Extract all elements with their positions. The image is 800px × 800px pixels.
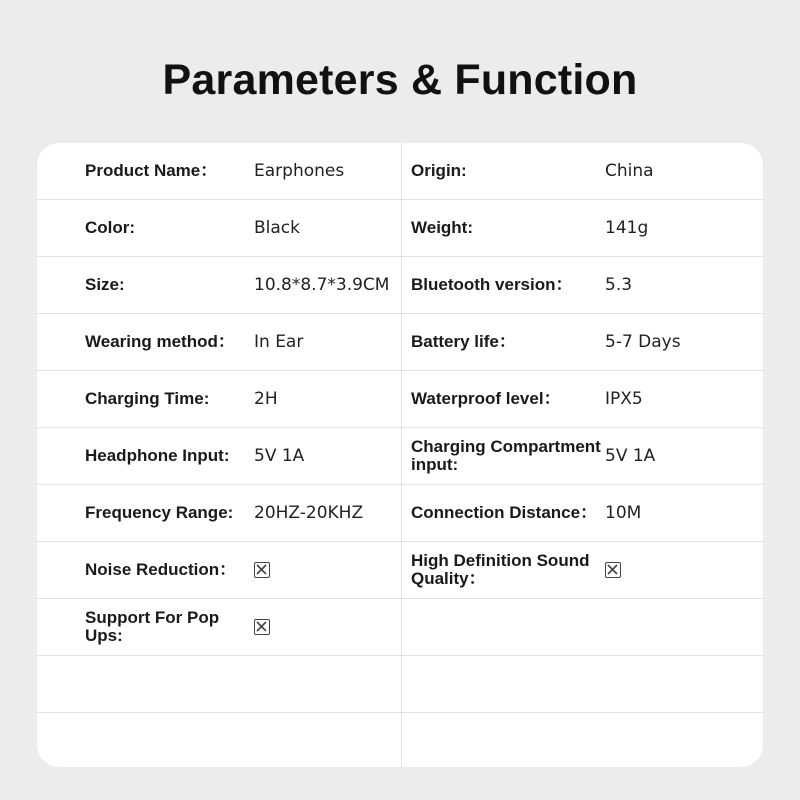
label-color: Color: [85,218,136,237]
checkbox-x-icon [254,619,270,635]
label-bluetooth-version: Bluetooth version： [411,275,573,294]
label-waterproof-level: Waterproof level： [411,389,561,408]
label-weight: Weight: [411,218,474,237]
parameters-table [37,143,763,767]
checkbox-x-icon [254,562,270,578]
value-headphone-input: 5V 1A [254,446,305,466]
table-row [37,314,763,371]
value-color: Black [254,218,300,238]
checkbox-x-icon [605,562,621,578]
table-row [37,428,763,485]
value-origin: China [605,161,654,181]
value-wearing-method: In Ear [254,332,304,352]
value-size: 10.8*8.7*3.9CM [254,275,390,295]
label-headphone-input: Headphone Input: [85,446,230,465]
label-size: Size: [85,275,125,294]
table-row-empty [37,713,763,767]
label-charging-compartment-input: Charging Compartment input: [411,437,601,474]
table-row-empty [37,656,763,713]
value-bluetooth-version: 5.3 [605,275,633,295]
value-weight: 141g [605,218,649,238]
label-support-pop-ups: Support For Pop Ups: [85,608,220,645]
table-row [37,599,763,656]
table-row [37,371,763,428]
label-hd-sound-quality: High Definition Sound Quality： [411,551,590,588]
value-connection-distance: 10M [605,503,642,523]
label-frequency-range: Frequency Range: [85,503,234,522]
value-noise-reduction [254,542,399,598]
value-charging-time: 2H [254,389,278,409]
value-frequency-range: 20HZ-20KHZ [254,503,364,523]
table-row [37,257,763,314]
table-row [37,143,763,200]
value-waterproof-level: IPX5 [605,389,643,409]
label-battery-life: Battery life： [411,332,516,351]
value-support-pop-ups [254,599,399,655]
value-charging-compartment-input: 5V 1A [605,446,656,466]
value-hd-sound-quality [605,542,755,598]
label-noise-reduction: Noise Reduction： [85,560,237,579]
table-row [37,485,763,542]
label-charging-time: Charging Time: [85,389,210,408]
table-row [37,200,763,257]
label-wearing-method: Wearing method： [85,332,235,351]
table-row [37,542,763,599]
label-origin: Origin: [411,161,467,180]
page-title: Parameters & Function [162,56,638,104]
label-connection-distance: Connection Distance： [411,503,598,522]
value-battery-life: 5-7 Days [605,332,681,352]
label-product-name: Product Name： [85,161,218,180]
value-product-name: Earphones [254,161,345,181]
